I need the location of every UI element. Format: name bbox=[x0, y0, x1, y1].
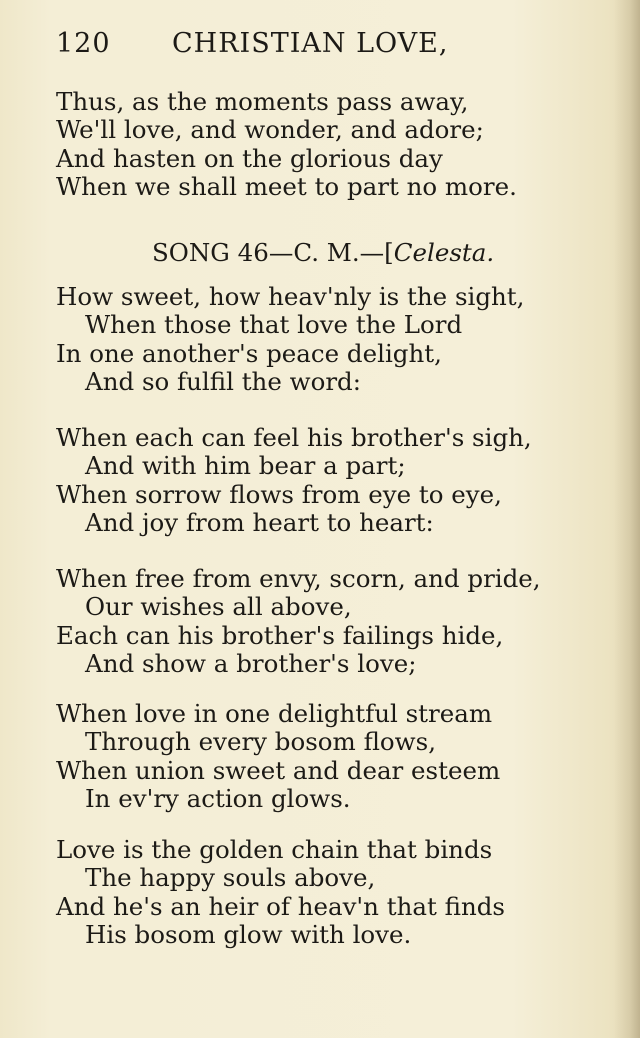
verse-line: And with him bear a part; bbox=[85, 451, 406, 481]
song-number-meter: SONG 46—C. M.—[ bbox=[152, 238, 394, 267]
stanza-5 bbox=[56, 836, 505, 950]
verse-line: And show a brother's love; bbox=[85, 649, 417, 679]
verse-line: How sweet, how heav'nly is the sight, bbox=[56, 282, 525, 311]
verse-line: And joy from heart to heart: bbox=[85, 508, 434, 538]
verse-line: Through every bosom flows, bbox=[85, 727, 436, 757]
verse-line: Love is the golden chain that binds bbox=[56, 835, 493, 864]
stanza-2 bbox=[56, 424, 532, 538]
verse-line: The happy souls above, bbox=[85, 863, 376, 893]
verse-line: When sorrow flows from eye to eye, bbox=[56, 479, 502, 509]
verse-line: His bosom glow with love. bbox=[85, 920, 412, 950]
stanza-1 bbox=[56, 283, 524, 397]
page-number: 120 bbox=[56, 28, 111, 59]
verse-line: When each can feel his brother's sigh, bbox=[56, 423, 532, 452]
verse-line: In ev'ry action glows. bbox=[85, 784, 351, 814]
verse-line: When union sweet and dear esteem bbox=[56, 755, 501, 785]
verse-line: When free from envy, scorn, and pride, bbox=[56, 564, 541, 593]
tune-name: Celesta. bbox=[393, 238, 495, 267]
page-edge-shadow bbox=[614, 0, 640, 1038]
verse-line: Thus, as the moments pass away, bbox=[56, 87, 469, 116]
verse-line: And hasten on the glorious day bbox=[56, 143, 443, 173]
verse-line: We'll love, and wonder, and adore; bbox=[56, 115, 484, 145]
verse-line: And he's an heir of heav'n that finds bbox=[56, 891, 505, 921]
stanza-3 bbox=[56, 565, 541, 679]
song-heading bbox=[152, 238, 494, 267]
verse-line: When love in one delightful stream bbox=[56, 699, 493, 728]
verse-line: Our wishes all above, bbox=[85, 592, 352, 622]
stanza-4 bbox=[56, 700, 500, 814]
verse-line: Each can his brother's failings hide, bbox=[56, 620, 504, 650]
previous-song-ending bbox=[56, 88, 517, 202]
verse-line: When those that love the Lord bbox=[85, 310, 463, 340]
running-title: CHRISTIAN LOVE, bbox=[172, 28, 449, 59]
verse-line: In one another's peace delight, bbox=[56, 338, 442, 368]
verse-line: When we shall meet to part no more. bbox=[56, 172, 517, 202]
verse-line: And so fulfil the word: bbox=[85, 367, 361, 397]
